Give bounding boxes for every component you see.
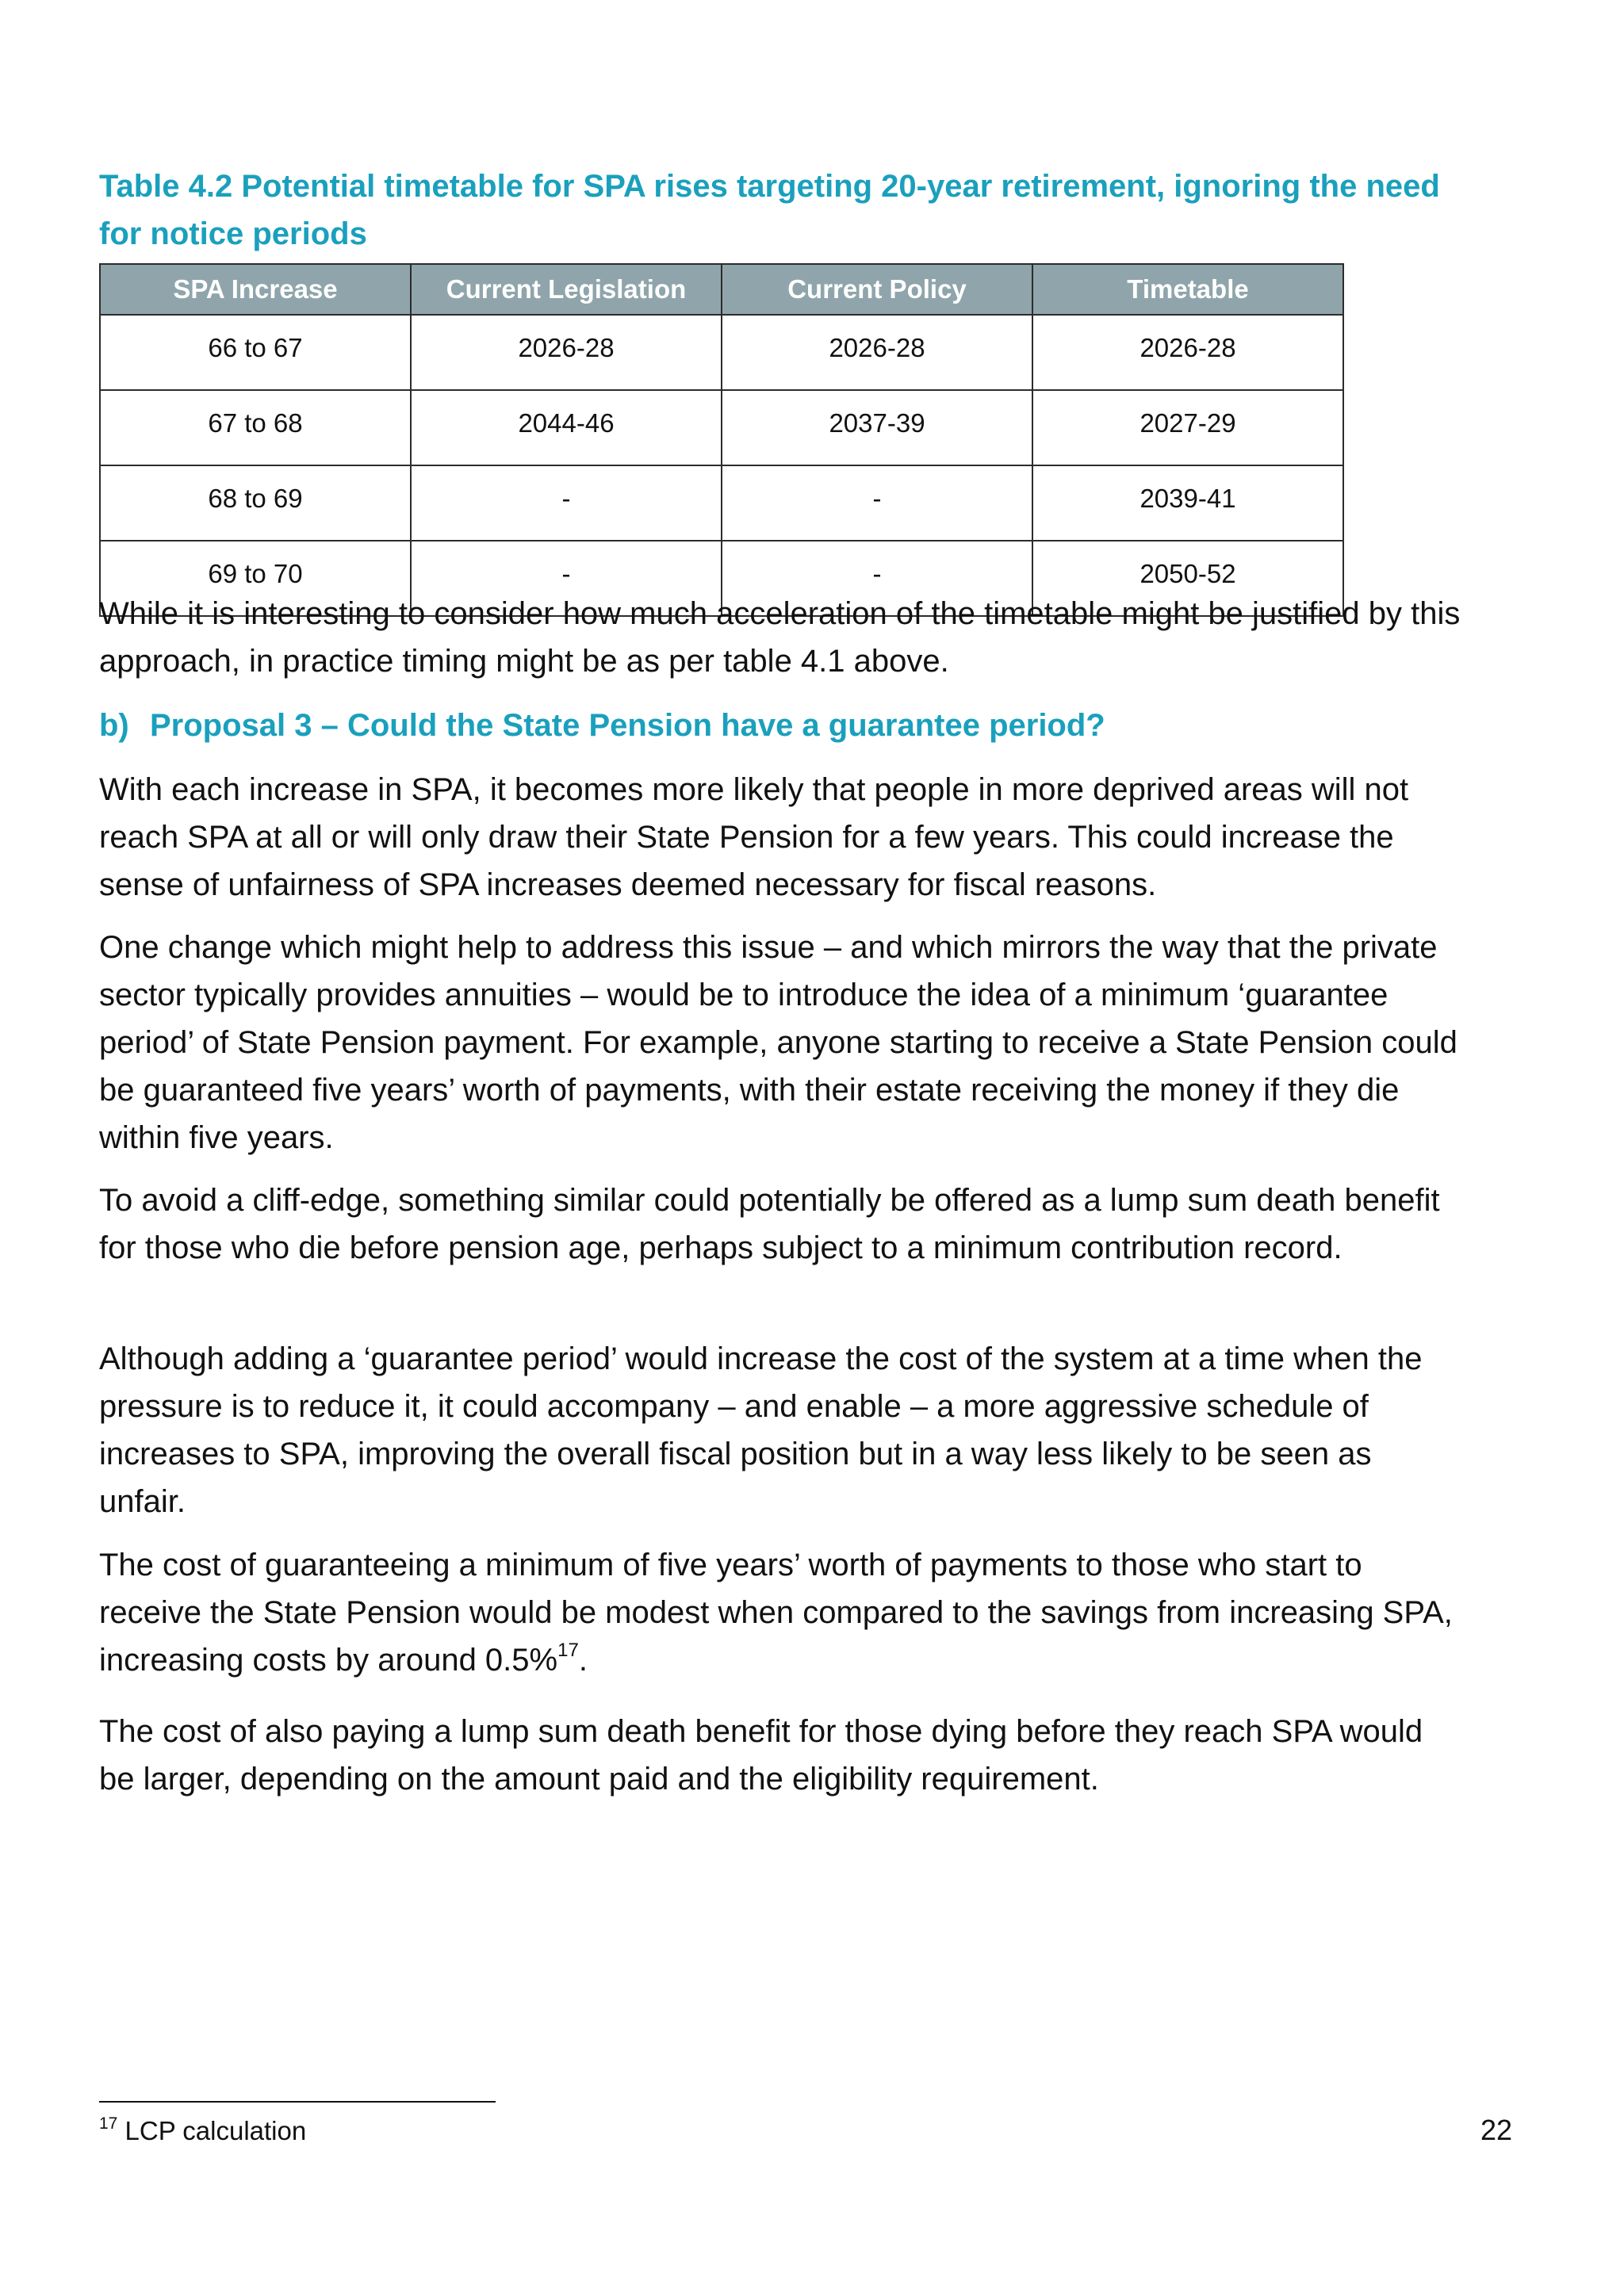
- subheading-text: Proposal 3 – Could the State Pension have a guarantee period?: [150, 708, 1105, 743]
- header-current-legislation: Current Legislation: [411, 264, 722, 315]
- table-header-row: [100, 264, 1343, 315]
- subheading-marker: b): [99, 708, 129, 743]
- table-cell: -: [411, 465, 722, 541]
- footnote-text: LCP calculation: [117, 2116, 307, 2145]
- table-cell: -: [722, 541, 1032, 616]
- table-cell: 2044-46: [411, 390, 722, 465]
- table-cell: 2027-29: [1032, 390, 1343, 465]
- paragraph-lump-sum-cost: The cost of also paying a lump sum death benefit for those dying before they reach SPA would be larger, depending on the amount paid and the eligibility requirement.: [99, 1714, 1423, 1797]
- footnote-separator: [99, 2101, 496, 2103]
- spa-timetable-table: [99, 263, 1344, 617]
- table-cell: 2026-28: [411, 315, 722, 390]
- paragraph-cliff-edge: To avoid a cliff-edge, something similar could potentially be offered as a lump sum death benefit for those who die before pension age, perhaps subject to a minimum contribution record.: [99, 1183, 1440, 1265]
- table-row: [100, 465, 1343, 541]
- header-spa-increase: SPA Increase: [100, 264, 411, 315]
- footnote: [99, 2114, 306, 2148]
- table-row: [100, 390, 1343, 465]
- footnote-reference[interactable]: 17: [557, 1640, 579, 1661]
- table-cell: 2039-41: [1032, 465, 1343, 541]
- paragraph-spa-increase: With each increase in SPA, it becomes more likely that people in more deprived areas will not reach SPA at all or will only draw their State Pension for a few years. This could increase the sense of unfairness of SPA increases deemed necessary for fiscal reasons.: [99, 772, 1409, 902]
- header-timetable: Timetable: [1032, 264, 1343, 315]
- table-cell: 67 to 68: [100, 390, 411, 465]
- paragraph-guarantee-period: One change which might help to address this issue – and which mirrors the way that the private sector typically provides annuities – would be to introduce the idea of a minimum ‘guarantee period’ of State Pension payment. For example, anyone starting to receive a State Pension could be guaranteed five years’ worth of payments, with their estate receiving the money if they die within five years.: [99, 930, 1457, 1155]
- table-cell: 2026-28: [1032, 315, 1343, 390]
- section-subheading: [99, 702, 1463, 749]
- table-caption: Table 4.2 Potential timetable for SPA rises targeting 20-year retirement, ignoring the need for notice periods: [99, 169, 1440, 251]
- footnote-number: 17: [99, 2114, 118, 2133]
- table-cell: -: [722, 465, 1032, 541]
- paragraph-aggressive-schedule: Although adding a ‘guarantee period’ would increase the cost of the system at a time when the pressure is to reduce it, it could accompany – and enable – a more aggressive schedule of increases to SPA, improving the overall fiscal position but in a way less likely to be seen as unfair.: [99, 1341, 1423, 1519]
- table-cell: -: [411, 541, 722, 616]
- table-cell: 69 to 70: [100, 541, 411, 616]
- guarantee-cost-text: The cost of guaranteeing a minimum of five years’ worth of payments to those who start to receive the State Pension would be modest when compared to the savings from increasing SPA, increasing costs by around 0.5%: [99, 1548, 1453, 1678]
- table-cell: 2050-52: [1032, 541, 1343, 616]
- table-cell: 66 to 67: [100, 315, 411, 390]
- page-number: 22: [1480, 2114, 1512, 2146]
- table-cell: 2037-39: [722, 390, 1032, 465]
- table-cell: 68 to 69: [100, 465, 411, 541]
- paragraph-guarantee-cost: [99, 1541, 1463, 1684]
- header-current-policy: Current Policy: [722, 264, 1032, 315]
- table-cell: 2026-28: [722, 315, 1032, 390]
- table-row: [100, 315, 1343, 390]
- paragraph-timetable-note: While it is interesting to consider how much acceleration of the timetable might be justified by this approach, in practice timing might be as per table 4.1 above.: [99, 596, 1461, 679]
- guarantee-cost-end: .: [578, 1643, 588, 1678]
